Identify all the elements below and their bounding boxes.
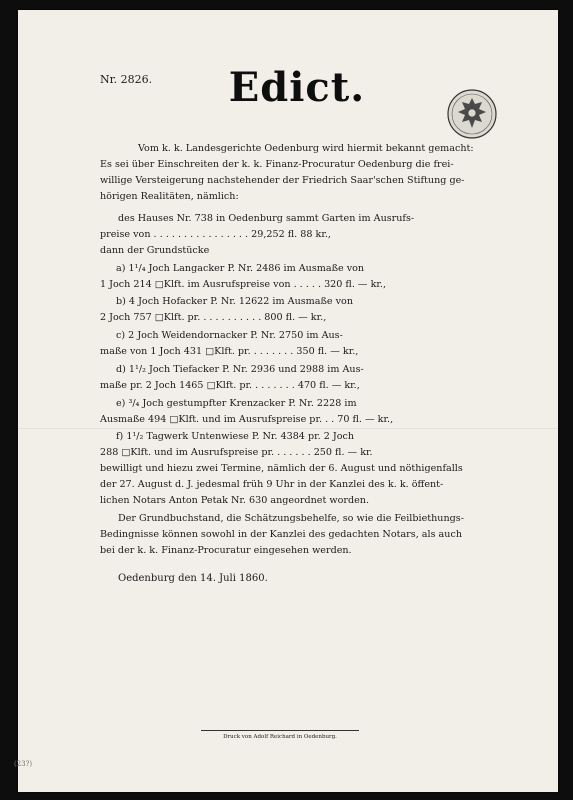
terms-line: lichen Notars Anton Petak Nr. 630 angeordnet worden. [100,495,369,506]
list-item: 288 □Klft. und im Ausrufspreise pr. . . . . . . 250 fl. — kr. [100,447,373,458]
list-item: a) 1¹/₄ Joch Langacker P. Nr. 2486 im Ausmaße von [116,263,365,274]
list-item: b) 4 Joch Hofacker P. Nr. 12622 im Ausmaße von [116,296,353,307]
list-item: maße pr. 2 Joch 1465 □Klft. pr. . . . . . . . 470 fl. — kr., [100,380,360,391]
grundbuch-line: Der Grundbuchstand, die Schätzungsbehelfe, so wie die Feilbiethungs- [118,513,464,524]
seal-stamp-icon [446,88,498,140]
list-item: 2 Joch 757 □Klft. pr. . . . . . . . . . . 800 fl. — kr., [100,312,327,323]
list-item: e) ³/₄ Joch gestumpfter Krenzacker P. Nr. 2228 im [116,398,357,409]
house-line: preise von . . . . . . . . . . . . . . . . 29,252 fl. 88 kr., [100,229,331,240]
document-title: Edict. [228,64,366,111]
terms-line: bewilligt und hiezu zwei Termine, nämlich der 6. August und nöthigenfalls [100,463,463,474]
terms-line: der 27. August d. J. jedesmal früh 9 Uhr in der Kanzlei des k. k. öffent- [100,479,444,490]
list-item: maße von 1 Joch 431 □Klft. pr. . . . . . . . 350 fl. — kr., [100,346,359,357]
grundbuch-line: bei der k. k. Finanz-Procuratur eingesehen werden. [100,545,352,556]
intro-line: Vom k. k. Landesgerichte Oedenburg wird hiermit bekannt gemacht: [138,143,474,154]
list-item: c) 2 Joch Weidendornacker P. Nr. 2750 im Aus- [116,330,343,341]
house-line: dann der Grundstücke [100,245,210,256]
list-item: Ausmaße 494 □Klft. und im Ausrufspreise pr. . . 70 fl. — kr., [100,414,394,425]
list-item: f) 1¹/₂ Tagwerk Untenwiese P. Nr. 4384 pr. 2 Joch [116,431,355,442]
intro-line: willige Versteigerung nachstehender der Friedrich Saar'schen Stiftung ge- [100,175,465,186]
printer-imprint: Druck von Adolf Reichard in Oedenburg. [223,734,337,740]
list-item: 1 Joch 214 □Klft. im Ausrufspreise von . . . . . 320 fl. — kr., [100,279,387,290]
pencil-note: (23?) [14,760,33,768]
document-number: Nr. 2826. [100,73,153,86]
house-line: des Hauses Nr. 738 in Oedenburg sammt Garten im Ausrufs- [118,213,415,224]
divider [201,730,359,731]
intro-line: hörigen Realitäten, nämlich: [100,191,239,202]
grundbuch-line: Bedingnisse können sowohl in der Kanzlei des gedachten Notars, als auch [100,529,463,540]
intro-line: Es sei über Einschreiten der k. k. Finanz-Procuratur Oedenburg die frei- [100,159,454,170]
document-sheet [18,10,558,792]
date-line: Oedenburg den 14. Juli 1860. [118,573,268,584]
list-item: d) 1¹/₂ Joch Tiefacker P. Nr. 2936 und 2988 im Aus- [116,364,364,375]
